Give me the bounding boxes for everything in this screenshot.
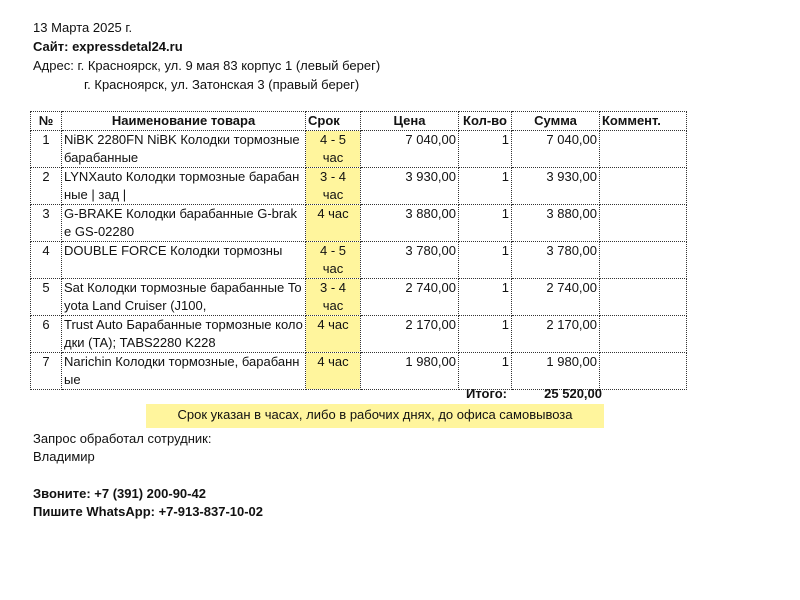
table-row [31, 242, 687, 279]
sum-cell: 2 740,00 [512, 279, 600, 316]
row-number-cell: 1 [31, 131, 62, 168]
table-header-row [31, 112, 687, 131]
comment-cell [600, 316, 687, 353]
sum-cell: 2 170,00 [512, 316, 600, 353]
delivery-time-cell: 4 час [306, 353, 361, 390]
row-number-cell: 5 [31, 279, 62, 316]
price-cell: 3 930,00 [361, 168, 459, 205]
price-cell: 7 040,00 [361, 131, 459, 168]
sum-cell: 1 980,00 [512, 353, 600, 390]
product-name-cell: Sat Колодки тормозные барабанные Toyota Land Cruiser (J100, [62, 279, 306, 316]
product-name-cell: LYNXauto Колодки тормозные барабанные | зад | [62, 168, 306, 205]
delivery-time-cell: 4 - 5 час [306, 242, 361, 279]
table-row [31, 131, 687, 168]
sum-cell: 3 880,00 [512, 205, 600, 242]
column-header-time: Срок [306, 112, 361, 131]
table-row [31, 279, 687, 316]
address-line-1: Адрес: г. Красноярск, ул. 9 мая 83 корпус 1 (левый берег) [33, 58, 381, 73]
table-row [31, 168, 687, 205]
address-line-2: г. Красноярск, ул. Затонская 3 (правый берег) [84, 77, 360, 92]
whatsapp-line: Пишите WhatsApp: +7-913-837-10-02 [33, 504, 264, 519]
processed-by-label: Запрос обработал сотрудник: [33, 431, 212, 446]
column-header-num: № [31, 112, 62, 131]
product-name-cell: G-BRAKE Колодки барабанные G-brake GS-02280 [62, 205, 306, 242]
column-header-sum: Сумма [512, 112, 600, 131]
order-table [30, 111, 687, 390]
delivery-time-cell: 3 - 4 час [306, 279, 361, 316]
price-cell: 3 880,00 [361, 205, 459, 242]
comment-cell [600, 353, 687, 390]
column-header-price: Цена [361, 112, 459, 131]
delivery-time-cell: 4 - 5 час [306, 131, 361, 168]
document-date: 13 Марта 2025 г. [33, 20, 133, 35]
comment-cell [600, 279, 687, 316]
column-header-comment: Коммент. [600, 112, 687, 131]
product-name-cell: DOUBLE FORCE Колодки тормозны [62, 242, 306, 279]
table-row [31, 353, 687, 390]
price-cell: 3 780,00 [361, 242, 459, 279]
product-name-cell: Trust Auto Барабанные тормозные колодки (TA); TABS2280 K228 [62, 316, 306, 353]
table-row [31, 205, 687, 242]
row-number-cell: 2 [31, 168, 62, 205]
delivery-time-cell: 4 час [306, 316, 361, 353]
comment-cell [600, 205, 687, 242]
quantity-cell: 1 [459, 353, 512, 390]
product-name-cell: Narichin Колодки тормозные, барабанные [62, 353, 306, 390]
site-line: Сайт: expressdetal24.ru [33, 39, 183, 54]
quantity-cell: 1 [459, 205, 512, 242]
total-label: Итого: [466, 386, 507, 401]
comment-cell [600, 242, 687, 279]
price-cell: 1 980,00 [361, 353, 459, 390]
quantity-cell: 1 [459, 242, 512, 279]
delivery-time-cell: 3 - 4 час [306, 168, 361, 205]
quantity-cell: 1 [459, 168, 512, 205]
table-row [31, 316, 687, 353]
sum-cell: 7 040,00 [512, 131, 600, 168]
delivery-time-note: Срок указан в часах, либо в рабочих днях, до офиса самовывоза [146, 404, 604, 428]
comment-cell [600, 168, 687, 205]
column-header-qty: Кол-во [459, 112, 512, 131]
employee-name: Владимир [33, 449, 95, 464]
row-number-cell: 4 [31, 242, 62, 279]
quantity-cell: 1 [459, 131, 512, 168]
comment-cell [600, 131, 687, 168]
row-number-cell: 6 [31, 316, 62, 353]
total-value: 25 520,00 [544, 386, 602, 401]
sum-cell: 3 930,00 [512, 168, 600, 205]
column-header-name: Наименование товара [62, 112, 306, 131]
phone-line: Звоните: +7 (391) 200-90-42 [33, 486, 206, 501]
price-cell: 2 170,00 [361, 316, 459, 353]
delivery-time-cell: 4 час [306, 205, 361, 242]
row-number-cell: 3 [31, 205, 62, 242]
row-number-cell: 7 [31, 353, 62, 390]
price-cell: 2 740,00 [361, 279, 459, 316]
product-name-cell: NiBK 2280FN NiBK Колодки тормозные барабанные [62, 131, 306, 168]
quantity-cell: 1 [459, 316, 512, 353]
sum-cell: 3 780,00 [512, 242, 600, 279]
quantity-cell: 1 [459, 279, 512, 316]
